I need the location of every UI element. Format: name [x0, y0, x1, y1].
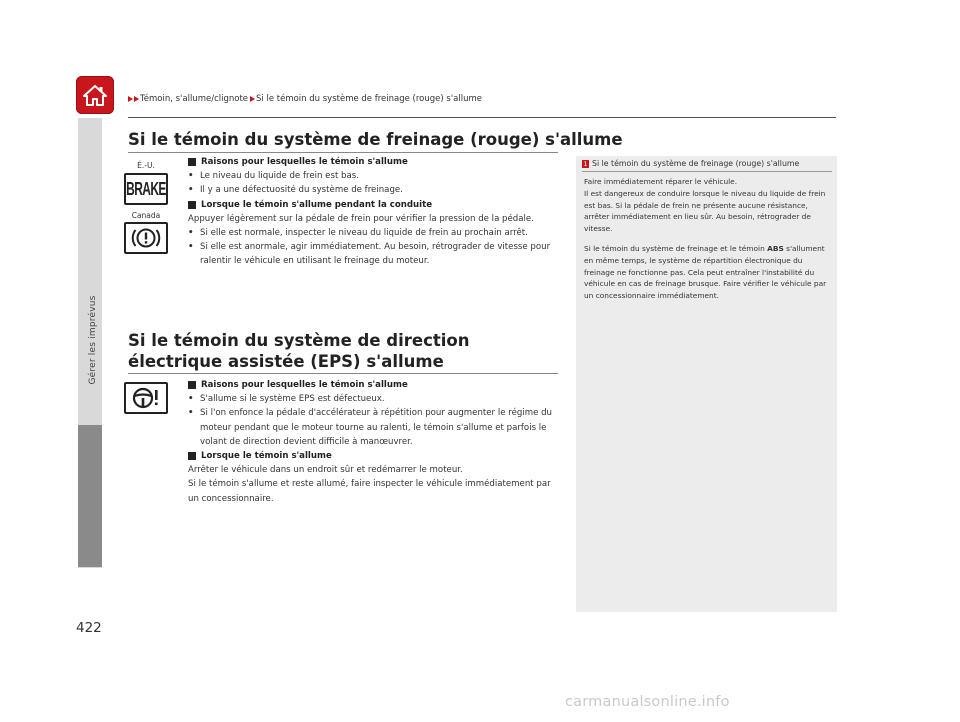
section2-title: Si le témoin du système de direction électrique assistée (EPS) s'allume [128, 331, 470, 371]
page-number: 422 [76, 620, 102, 636]
note-paragraph-2 [584, 243, 834, 302]
list-item-text: Si l'on enfonce la pédale d'accélérateur à répétition pour augmenter le régime du moteur pendant que le moteur tourne au ralenti, le témoin s'allume et parfois le volant de direction devient difficile à manœuvrer. [200, 408, 552, 447]
on-text-1: Arrêter le véhicule dans un endroit sûr et redémarrer le moteur. [188, 465, 463, 476]
note-p2-bold: ABS [767, 243, 784, 253]
list-item-text: Si elle est normale, inspecter le niveau du liquide de frein au prochain arrêt. [200, 228, 528, 239]
driving-text: Appuyer légèrement sur la pédale de frein pour vérifier la pression de la pédale. [188, 213, 534, 224]
note-number: 1 [583, 160, 588, 168]
driving-heading-text: Lorsque le témoin s'allume pendant la conduite [201, 199, 433, 210]
side-tab-marker [78, 425, 102, 567]
list-item: • Le niveau du liquide de frein est bas. [188, 169, 558, 183]
note-p2-before: Si le témoin du système de freinage et le témoin [584, 243, 768, 253]
square-bullet-icon [188, 201, 196, 209]
breadcrumb-part1[interactable]: Témoin, s'allume/clignote [140, 94, 249, 104]
square-bullet-icon [188, 381, 196, 389]
section1-title: Si le témoin du système de freinage (rouge) s'allume [128, 130, 623, 149]
brake-indicator-icon [124, 173, 168, 205]
breadcrumb [128, 94, 482, 104]
breadcrumb-part2: Si le témoin du système de freinage (rouge) s'allume [256, 94, 482, 104]
list-item: • Si elle est anormale, agir immédiatement. Au besoin, rétrograder de vitesse pour ralentir le véhicule en utilisant le freinage du moteur. [188, 240, 558, 268]
circle-exclamation-icon [124, 222, 168, 254]
list-item: • S'allume si le système EPS est défectueux. [188, 392, 560, 406]
list-item-text: Il y a une défectuosité du système de freinage. [200, 185, 403, 196]
reasons-heading [188, 155, 558, 169]
header-rule [128, 117, 836, 118]
list-item-text: Le niveau du liquide de frein est bas. [200, 171, 359, 182]
breadcrumb-arrow-icon [134, 96, 139, 102]
section2-rule [128, 373, 558, 374]
note-paragraph-1: Faire immédiatement réparer le véhicule. Il est dangereux de conduire lorsque le niveau du liquide de frein est bas. Si la pédale de frein ne présente aucune résistance, arrêter immédiatement en lieu sûr. Au besoin, rétrograder de vitesse. [584, 177, 826, 234]
list-item-text: Si elle est anormale, agir immédiatement. Au besoin, rétrograder de vitesse pour ralentir le véhicule en utilisant le freinage du moteur. [200, 242, 551, 267]
reasons-heading-text: Raisons pour lesquelles le témoin s'allume [201, 380, 408, 390]
section2-body [188, 378, 560, 506]
note-heading-text: Si le témoin du système de freinage (rouge) s'allume [592, 159, 800, 168]
section1-body [188, 155, 558, 269]
brake-indicator-text: BRAKE [126, 178, 166, 200]
watermark: carmanualsonline.info [565, 694, 730, 710]
home-button[interactable] [76, 76, 114, 114]
us-caption: É.-U. [137, 161, 155, 170]
side-tab-label: Gérer les imprévus [88, 295, 98, 385]
list-item: • Si l'on enfonce la pédale d'accélérateur à répétition pour augmenter le régime du moteur pendant que le moteur tourne au ralenti, le témoin s'allume et parfois le volant de direction devient difficile à manœuvrer. [188, 406, 560, 449]
section1-rule [128, 152, 558, 153]
on-text-2: Si le témoin s'allume et reste allumé, faire inspecter le véhicule immédiatement par un concessionnaire. [188, 479, 551, 504]
square-bullet-icon [188, 158, 196, 166]
breadcrumb-arrow-icon [128, 96, 133, 102]
note-p2-after: s'allument en même temps, le système de répartition électronique du freinage ne fonctionne pas. Cela peut entraîner l'instabilité du véhicule en cas de freinage brusque. Faire vérifier le véhicule par un concessionnaire immédiatement. [584, 243, 827, 301]
home-icon [82, 83, 108, 107]
list-item: • Si elle est normale, inspecter le niveau du liquide de frein au prochain arrêt. [188, 226, 558, 240]
on-heading-text: Lorsque le témoin s'allume [201, 451, 332, 462]
note-heading [582, 159, 832, 168]
note-body [584, 176, 834, 310]
reasons-heading [188, 378, 560, 392]
breadcrumb-arrow-icon [250, 96, 255, 102]
square-bullet-icon [188, 452, 196, 460]
reasons-heading-text: Raisons pour lesquelles le témoin s'allume [201, 157, 408, 167]
steering-wheel-exclamation-icon [124, 382, 168, 414]
list-item-text: S'allume si le système EPS est défectueux. [200, 394, 385, 405]
driving-heading [188, 198, 558, 212]
canada-caption: Canada [131, 211, 161, 220]
note-rule [582, 171, 832, 172]
on-heading [188, 449, 560, 463]
list-item: • Il y a une défectuosité du système de freinage. [188, 183, 558, 197]
